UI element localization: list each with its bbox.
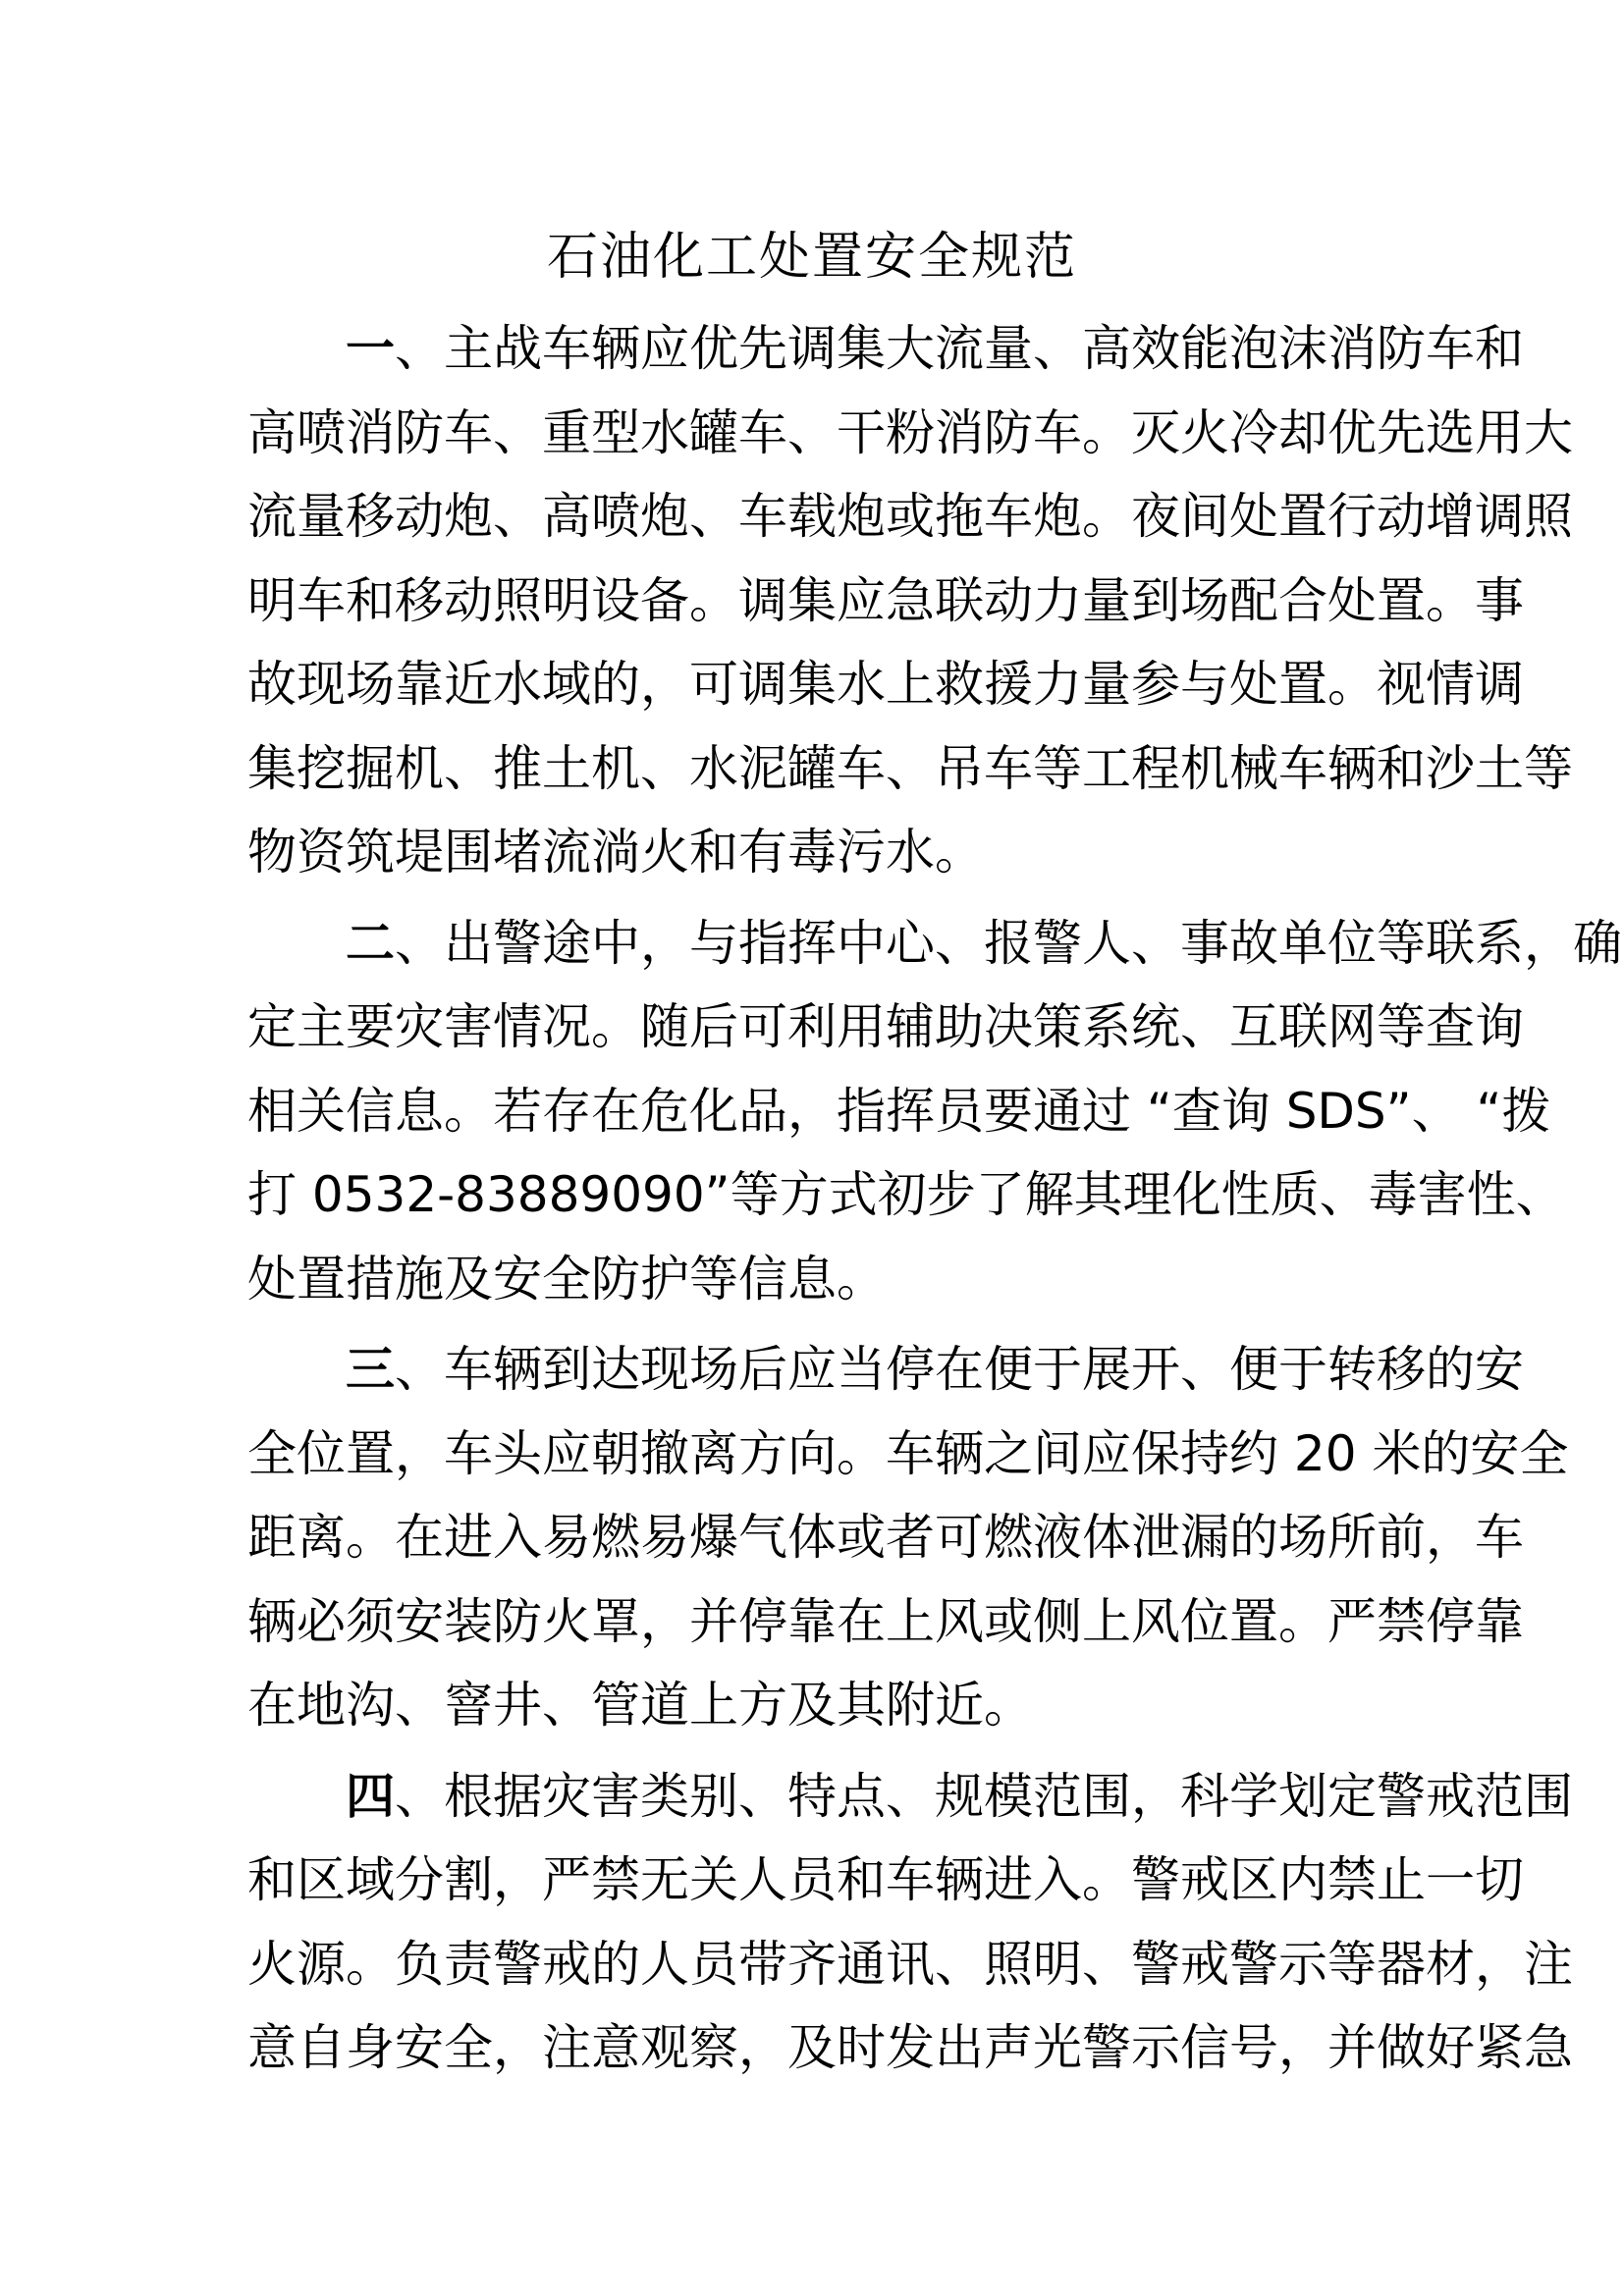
- paragraph-line: [247, 1238, 1386, 1322]
- paragraph-line: [247, 475, 1573, 560]
- paragraph-line: [247, 307, 1524, 392]
- paragraph-line: [247, 1580, 1524, 1665]
- line-text: 打 0532-83889090”等方式初步了解其理化性质、毒害性、: [247, 1166, 1565, 1223]
- document-title: 石油化工处置安全规范: [546, 228, 1077, 287]
- line-text: 、根据灾害类别、特点、规模范围，科学划定警戒范围: [395, 1767, 1573, 1825]
- paragraph: [247, 1328, 1569, 1748]
- document-body: [247, 307, 1622, 2091]
- line-text: 、车辆到达现场后应当停在便于展开、便于转移的安: [395, 1341, 1524, 1398]
- line-text: 流量移动炮、高喷炮、车载炮或拖车炮。夜间处置行动增调照: [247, 488, 1573, 545]
- line-text: 火源。负责警戒的人员带齐通讯、照明、警戒警示等器材，注: [247, 1935, 1573, 1993]
- line-text: 距离。在进入易燃易爆气体或者可燃液体泄漏的场所前，车: [247, 1509, 1524, 1566]
- paragraph-line: [247, 2006, 1573, 2091]
- line-text: 、主战车辆应优先调集大流量、高效能泡沫消防车和: [395, 320, 1524, 377]
- paragraph-line: [247, 1070, 1551, 1154]
- line-text: 相关信息。若存在危化品，指挥员要通过 “查询 SDS”、 “拨: [247, 1082, 1551, 1140]
- line-text: 全位置，车头应朝撤离方向。车辆之间应保持约 20 米的安全: [247, 1424, 1569, 1482]
- paragraph-line: [247, 560, 1524, 644]
- line-text: 在地沟、窨井、管道上方及其附近。: [247, 1677, 1033, 1734]
- paragraph-line: [247, 1413, 1569, 1497]
- section-number: 一: [346, 320, 395, 377]
- paragraph-line: [247, 1496, 1524, 1580]
- line-text: 故现场靠近水域的，可调集水上救援力量参与处置。视情调: [247, 656, 1524, 713]
- paragraph-line: [247, 1923, 1573, 2007]
- paragraph-line: [247, 986, 1524, 1070]
- section-number: 三: [346, 1341, 395, 1398]
- paragraph: [247, 307, 1573, 895]
- paragraph-line: [247, 811, 1386, 895]
- paragraph-line: [247, 1153, 1565, 1238]
- line-text: 物资筑堤围堵流淌火和有毒污水。: [247, 824, 984, 881]
- paragraph: [247, 902, 1622, 1322]
- line-text: 、出警途中，与指挥中心、报警人、事故单位等联系，确: [395, 914, 1622, 972]
- section-number: 四: [346, 1767, 395, 1825]
- line-text: 高喷消防车、重型水罐车、干粉消防车。灭火冷却优先选用大: [247, 403, 1573, 461]
- paragraph-line: [247, 1755, 1573, 1840]
- paragraph-line: [247, 902, 1622, 987]
- line-text: 集挖掘机、推土机、水泥罐车、吊车等工程机械车辆和沙土等: [247, 739, 1573, 797]
- paragraph-line: [247, 1328, 1524, 1413]
- paragraph-line: [247, 1664, 1386, 1748]
- paragraph-line: [247, 1839, 1524, 1923]
- line-text: 辆必须安装防火罩，并停靠在上风或侧上风位置。严禁停靠: [247, 1592, 1524, 1650]
- line-text: 定主要灾害情况。随后可利用辅助决策系统、互联网等查询: [247, 998, 1524, 1055]
- line-text: 和区域分割，严禁无关人员和车辆进入。警戒区内禁止一切: [247, 1851, 1524, 1908]
- line-text: 意自身安全，注意观察，及时发出声光警示信号，并做好紧急: [247, 2019, 1573, 2076]
- line-text: 处置措施及安全防护等信息。: [247, 1250, 886, 1308]
- line-text: 明车和移动照明设备。调集应急联动力量到场配合处置。事: [247, 571, 1524, 629]
- paragraph-line: [247, 392, 1573, 476]
- paragraph: [247, 1755, 1573, 2091]
- paragraph-line: [247, 643, 1524, 727]
- section-number: 二: [346, 914, 395, 972]
- paragraph-line: [247, 727, 1573, 812]
